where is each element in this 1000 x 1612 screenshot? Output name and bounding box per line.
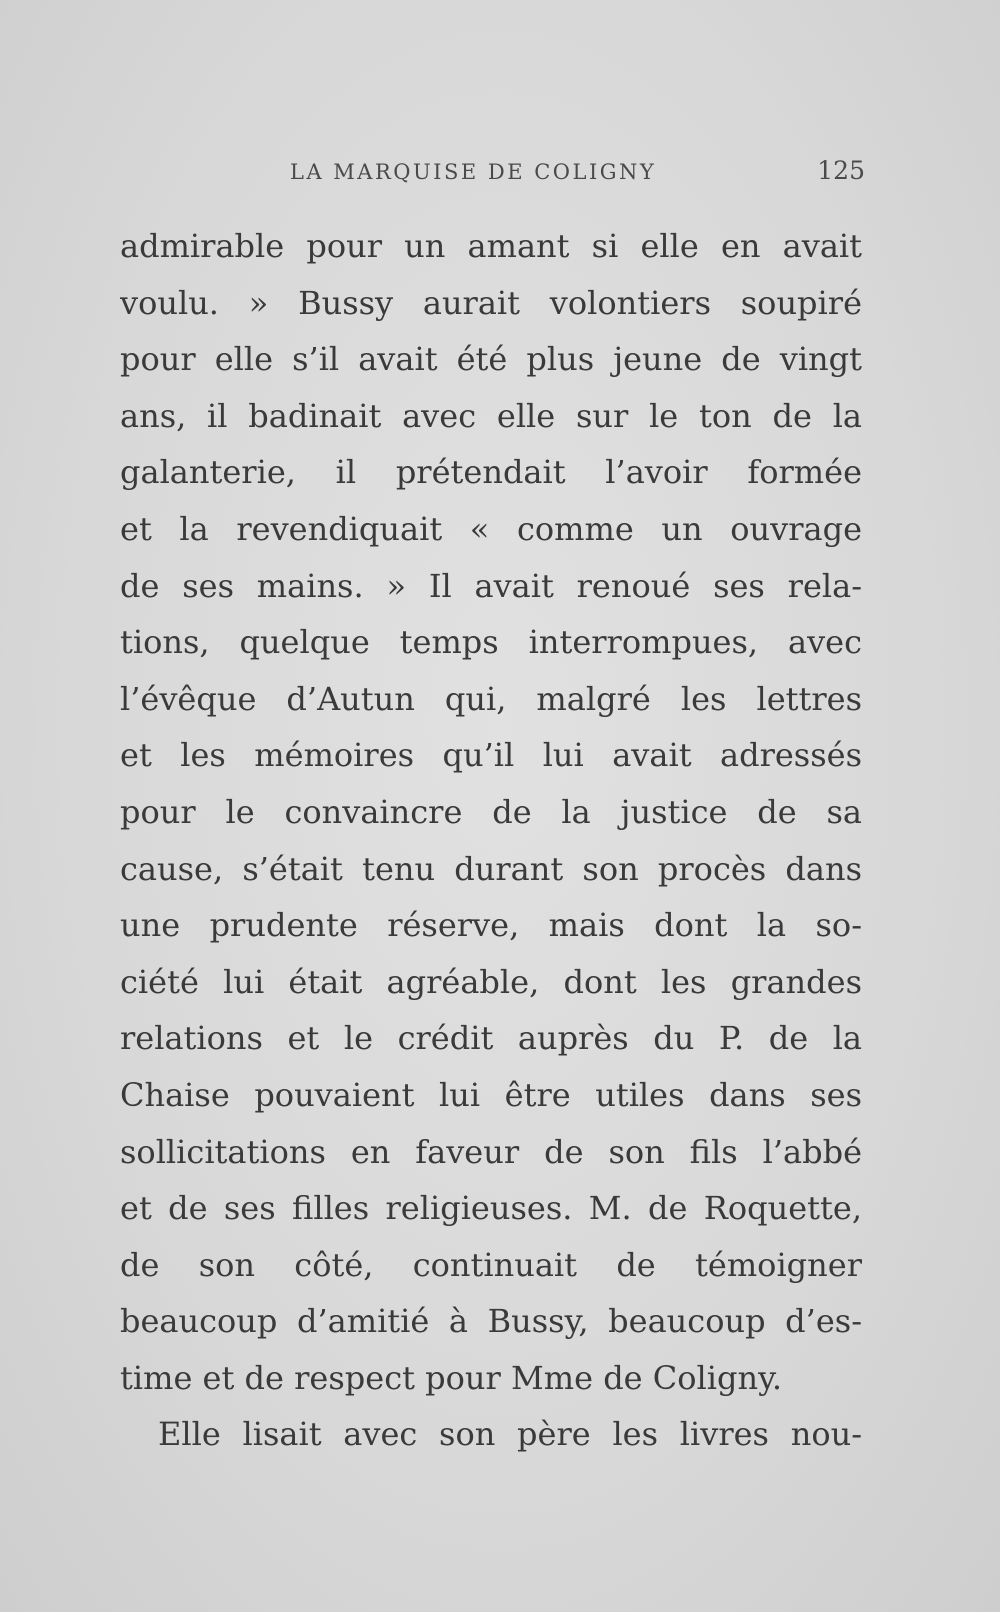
text-line: tions, quelque temps interrompues, avec: [120, 623, 862, 662]
text-line: cause, s’était tenu durant son procès dans: [120, 849, 862, 888]
text-line: galanterie, il prétendait l’avoir formée: [120, 453, 862, 492]
text-line: beaucoup d’amitié à Bussy, beaucoup d’es-: [120, 1302, 862, 1341]
text-line: sollicitations en faveur de son fils l’abbé: [120, 1132, 862, 1171]
text-line: de ses mains. » Il avait renoué ses rela-: [120, 566, 862, 605]
text-line: pour elle s’il avait été plus jeune de vingt: [120, 340, 862, 379]
text-line: de son côté, continuait de témoigner: [120, 1245, 862, 1284]
text-line: admirable pour un amant si elle en avait: [120, 227, 862, 265]
text-line: et de ses filles religieuses. M. de Roquette,: [120, 1189, 862, 1228]
text-line: et la revendiquait « comme un ouvrage: [120, 509, 862, 548]
text-line: ciété lui était agréable, dont les grandes: [120, 962, 862, 1001]
text-line: pour le convaincre de la justice de sa: [120, 792, 862, 831]
text-line: une prudente réserve, mais dont la so-: [120, 906, 862, 945]
text-line: Elle lisait avec son père les livres nou-: [158, 1415, 862, 1454]
text-line: ans, il badinait avec elle sur le ton de la: [120, 396, 862, 435]
running-title: LA MARQUISE DE COLIGNY: [290, 160, 657, 184]
page-header: [290, 156, 865, 196]
text-line: voulu. » Bussy aurait volontiers soupiré: [120, 283, 862, 322]
text-line: l’évêque d’Autun qui, malgré les lettres: [120, 679, 862, 718]
text-line: et les mémoires qu’il lui avait adressés: [120, 736, 862, 775]
body-text: [120, 218, 862, 1463]
text-line: time et de respect pour Mme de Coligny.: [120, 1358, 783, 1397]
text-line: Chaise pouvaient lui être utiles dans ses: [120, 1075, 862, 1114]
page-number: 125: [817, 156, 865, 185]
text-line: relations et le crédit auprès du P. de la: [120, 1019, 862, 1058]
